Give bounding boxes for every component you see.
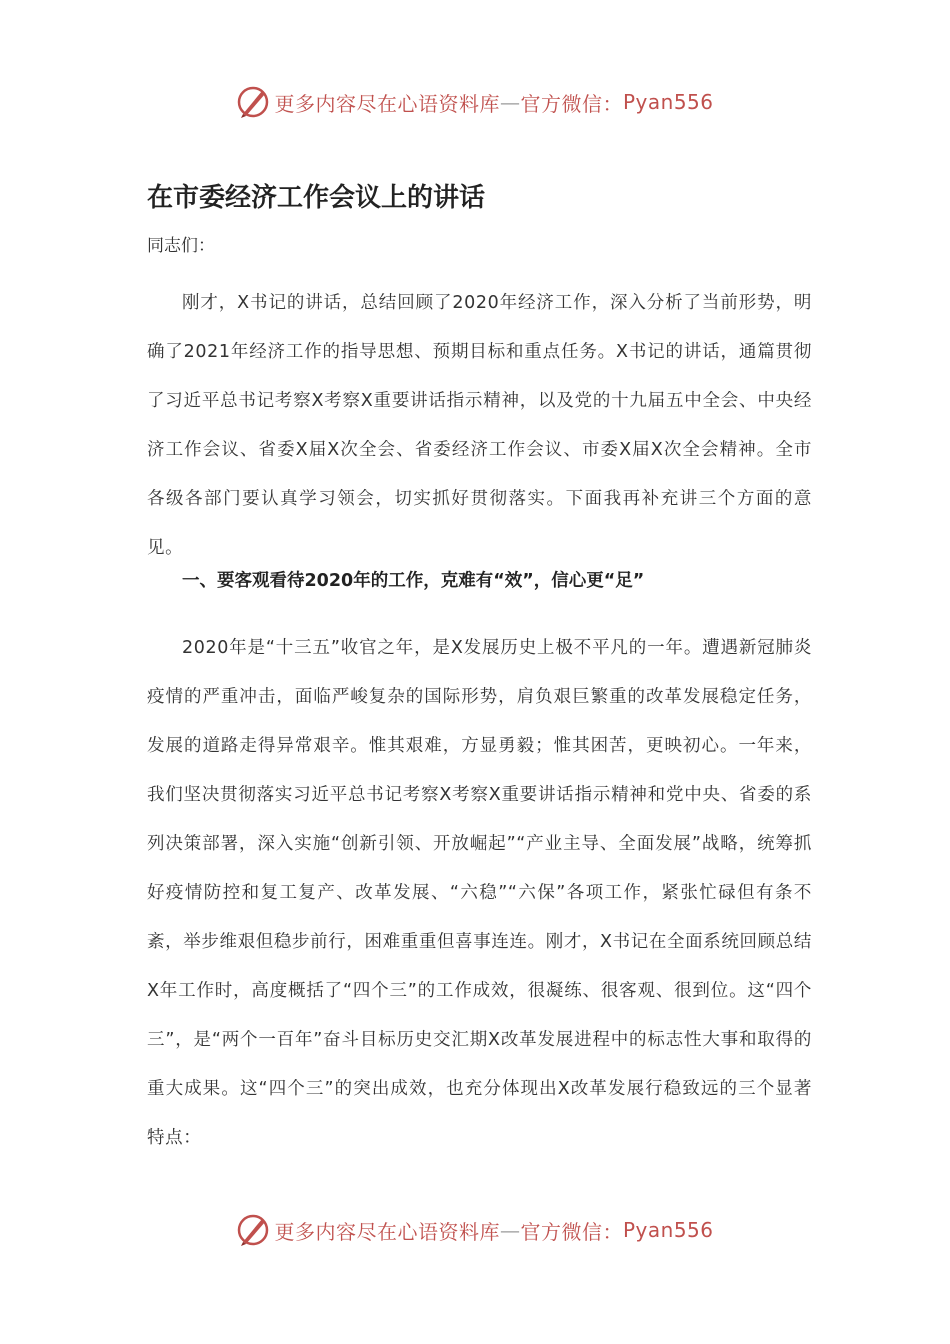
banner-wechat-id: Pyan556	[622, 90, 714, 114]
salutation: 同志们：	[147, 236, 215, 256]
header-banner	[0, 82, 950, 122]
banner-text: 更多内容尽在心语资料库	[274, 91, 500, 116]
banner-wechat-label: 官方微信：	[520, 1219, 623, 1244]
banner-dash: —	[499, 1218, 521, 1242]
quill-pen-logo-icon	[236, 85, 270, 119]
quill-pen-logo-icon	[236, 1213, 270, 1247]
footer-banner	[0, 1210, 950, 1250]
paragraph-1: 刚才，X书记的讲话，总结回顾了2020年经济工作，深入分析了当前形势，明确了2021年经济工作的指导思想、预期目标和重点任务。X书记的讲话，通篇贯彻了习近平总书记考察X考察X重要讲话指示精神，以及党的十九届五中全会、中央经济工作会议、省委X届X次全会、省委经济工作会议、市委X届X次全会精神。全市各级各部门要认真学习领会，切实抓好贯彻落实。下面我再补充讲三个方面的意见。	[147, 293, 812, 558]
banner-wechat-id: Pyan556	[622, 1218, 714, 1242]
section-heading-1: 一、要客观看待2020年的工作，克难有“效”，信心更“足”	[182, 571, 645, 591]
banner-dash: —	[499, 90, 521, 114]
banner-wechat-label: 官方微信：	[520, 91, 623, 116]
banner-text: 更多内容尽在心语资料库	[274, 1219, 500, 1244]
document-title: 在市委经济工作会议上的讲话	[147, 183, 486, 213]
paragraph-2: 2020年是“十三五”收官之年，是X发展历史上极不平凡的一年。遭遇新冠肺炎疫情的严重冲击，面临严峻复杂的国际形势，肩负艰巨繁重的改革发展稳定任务，发展的道路走得异常艰辛。惟其艰难，方显勇毅；惟其困苦，更映初心。一年来，我们坚决贯彻落实习近平总书记考察X考察X重要讲话指示精神和党中央、省委的系列决策部署，深入实施“创新引领、开放崛起”“产业主导、全面发展”战略，统筹抓好疫情防控和复工复产、改革发展、“六稳”“六保”各项工作，紧张忙碌但有条不紊，举步维艰但稳步前行，困难重重但喜事连连。刚才，X书记在全面系统回顾总结X年工作时，高度概括了“四个三”的工作成效，很凝练、很客观、很到位。这“四个三”，是“两个一百年”奋斗目标历史交汇期X改革发展进程中的标志性大事和取得的重大成果。这“四个三”的突出成效，也充分体现出X改革发展行稳致远的三个显著特点：	[147, 638, 812, 1148]
